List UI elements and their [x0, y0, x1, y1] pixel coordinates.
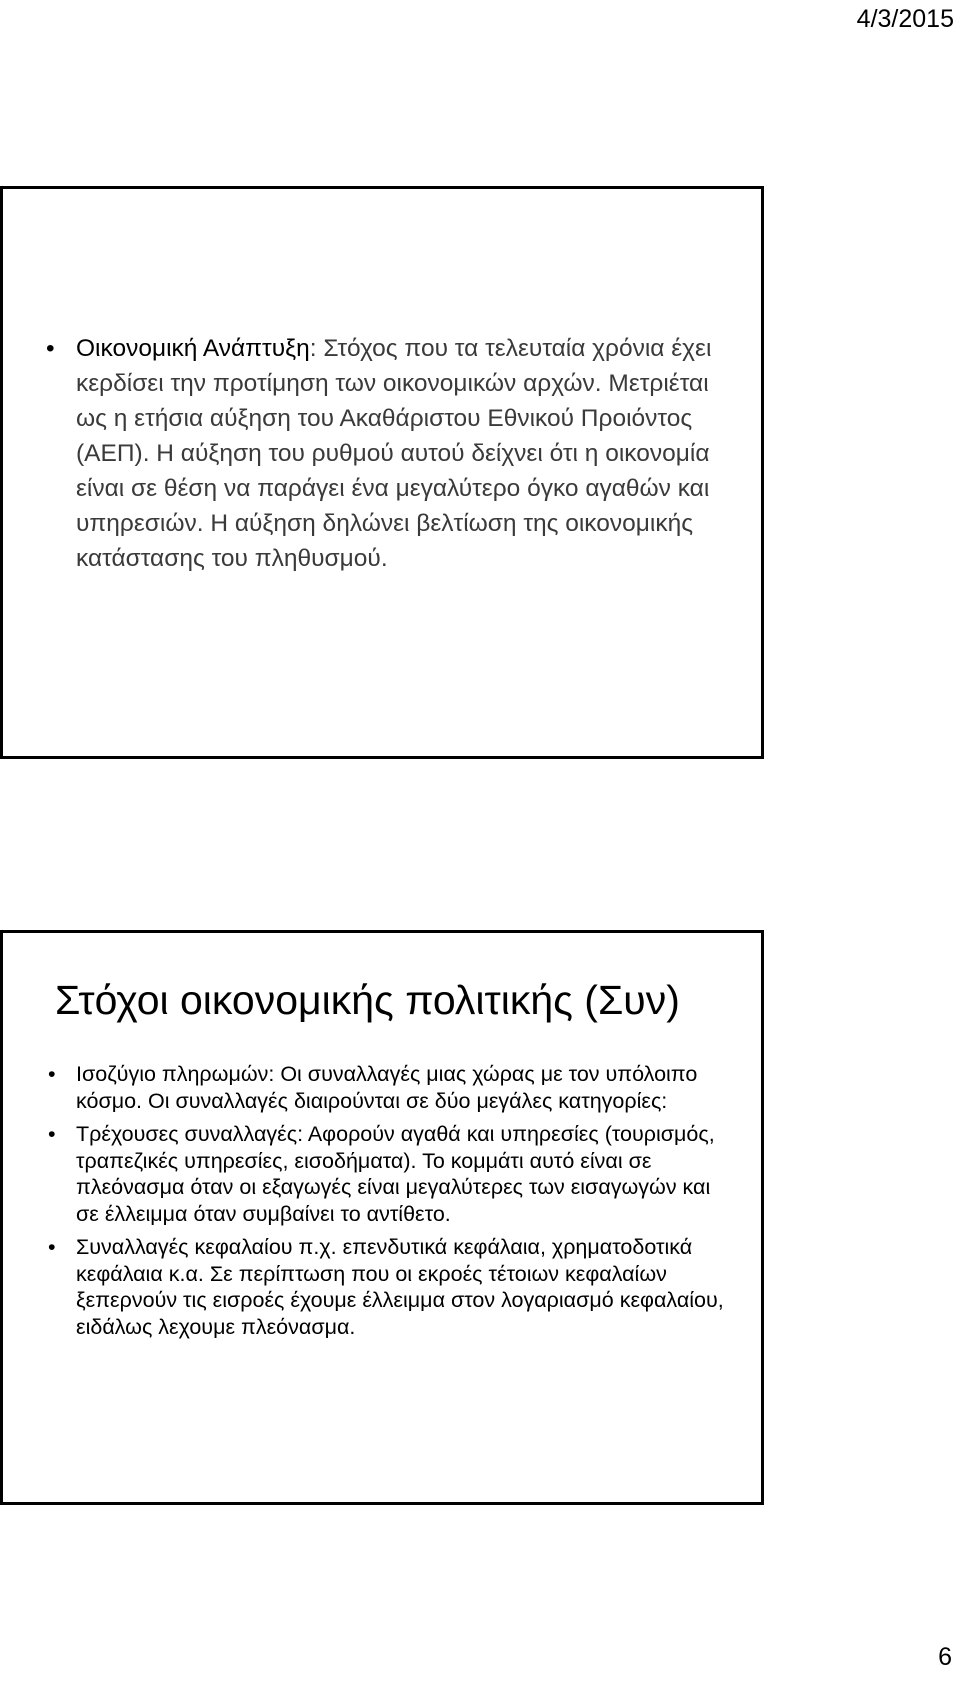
bullet-term: Οικονομική Ανάπτυξη [76, 335, 310, 362]
bullet-text: Ισοζύγιο πληρωμών: Οι συναλλαγές μιας χώρας με τον υπόλοιπο κόσμο. Οι συναλλαγές διαιρούνται σε δύο μεγάλες κατηγορίες: [76, 1062, 698, 1113]
slide-thumbnail-1 [0, 186, 764, 759]
bullet-icon: • [48, 1062, 56, 1086]
bullet-text: Τρέχουσες συναλλαγές: Αφορούν αγαθά και υπηρεσίες (τουρισμός, τραπεζικές υπηρεσίες, εισοδήματα). Το κομμάτι αυτό είναι σε πλεόνασμα όταν οι εξαγωγές είναι μεγαλύτερες των εισαγωγών και σε έλλειμμα όταν συμβαίνει το αντίθετο. [76, 1122, 715, 1226]
slide-2-bullet-list [48, 1061, 736, 1347]
bullet-item [48, 1121, 736, 1227]
bullet-icon: • [46, 335, 55, 362]
bullet-item [48, 1234, 736, 1340]
slide-thumbnail-2 [0, 930, 764, 1505]
bullet-text: : Στόχος που τα τελευταία χρόνια έχει κερδίσει την προτίμηση των οικονομικών αρχών. Μετριέται ως η ετήσια αύξηση του Ακαθάριστου Εθνικού Προιόντος (ΑΕΠ). Η αύξηση του ρυθμού αυτού δείχνει ότι η οικονομία είναι σε θέση να παράγει ένα μεγαλύτερο όγκο αγαθών και υπηρεσιών. Η αύξηση δηλώνει βελτίωση της οικονομικής κατάστασης του πληθυσμού. [76, 335, 712, 572]
bullet-icon: • [48, 1122, 56, 1146]
bullet-text: Συναλλαγές κεφαλαίου π.χ. επενδυτικά κεφάλαια, χρηματοδοτικά κεφάλαια κ.α. Σε περίπτωση που οι εκροές τέτοιων κεφαλαίων ξεπερνούν τις εισροές έχουμε έλλειμμα στον λογαριασμό κεφαλαίου, ειδάλως λεχουμε πλεόνασμα. [76, 1235, 724, 1339]
page-number: 6 [938, 1643, 952, 1671]
bullet-icon: • [48, 1235, 56, 1259]
bullet-item [48, 1061, 736, 1114]
slide-1-bullet-list [46, 331, 736, 576]
bullet-item [46, 331, 736, 576]
header-date: 4/3/2015 [856, 5, 954, 33]
slide-title: Στόχοι οικονομικής πολιτικής (Συν) [55, 977, 680, 1023]
